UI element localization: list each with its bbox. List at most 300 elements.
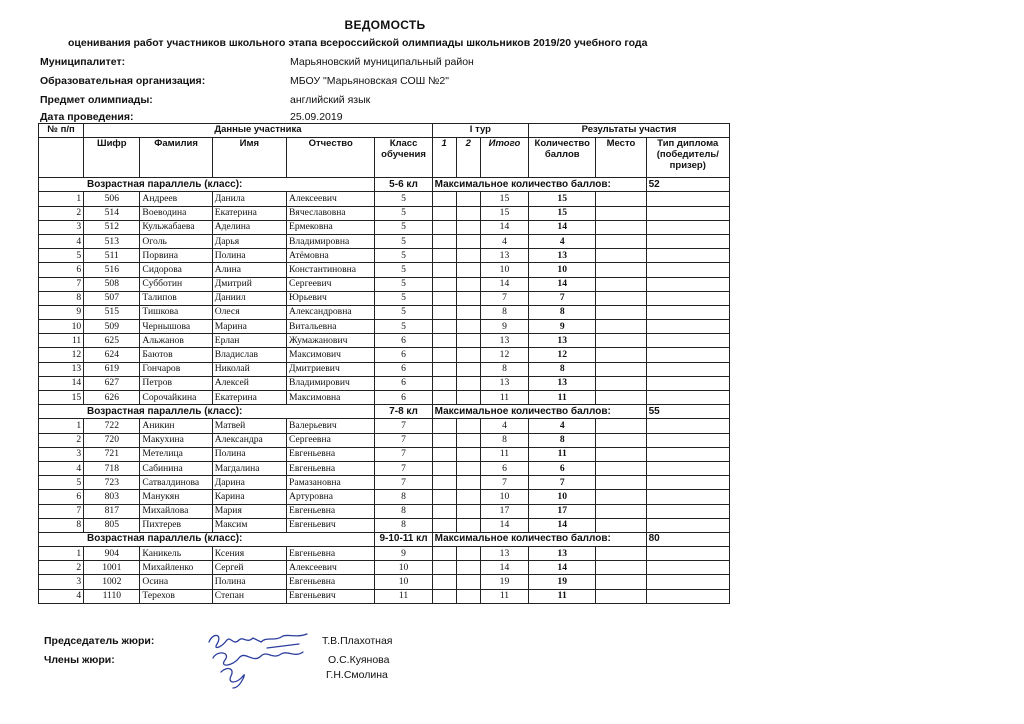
row-diploma [646, 263, 729, 277]
row-code: 508 [84, 277, 140, 291]
row-task-1 [432, 589, 456, 603]
age-group-max: 55 [646, 405, 729, 419]
row-num: 9 [39, 305, 84, 319]
row-score: 14 [529, 561, 596, 575]
row-surname: Каникель [140, 547, 212, 561]
row-place [596, 362, 646, 376]
row-task-2 [456, 277, 480, 291]
row-grade: 10 [375, 575, 432, 589]
header-results: Результаты участия [529, 124, 730, 138]
row-place [596, 561, 646, 575]
row-code: 817 [84, 504, 140, 518]
row-total: 13 [480, 376, 528, 390]
row-surname: Метелица [140, 447, 212, 461]
footer-members-label: Члены жюри: [44, 654, 115, 666]
info-value-municipality: Марьяновский муниципальный район [290, 56, 474, 68]
row-surname: Михайленко [140, 561, 212, 575]
table-row [39, 220, 730, 234]
row-total: 7 [480, 291, 528, 305]
row-grade: 5 [375, 192, 432, 206]
page-title: ВЕДОМОСТЬ [344, 18, 426, 32]
row-score: 14 [529, 220, 596, 234]
row-diploma [646, 206, 729, 220]
table-row [39, 234, 730, 248]
row-name: Екатерина [212, 206, 286, 220]
row-task-2 [456, 362, 480, 376]
row-code: 803 [84, 490, 140, 504]
row-surname: Сорочайкина [140, 391, 212, 405]
row-diploma [646, 348, 729, 362]
table-row [39, 277, 730, 291]
row-total: 14 [480, 518, 528, 532]
row-task-1 [432, 461, 456, 475]
age-group-grade: 9-10-11 кл [375, 532, 432, 546]
row-code: 721 [84, 447, 140, 461]
row-patronymic: Евгеньевна [287, 461, 375, 475]
row-surname: Воеводина [140, 206, 212, 220]
table-row [39, 391, 730, 405]
header-grade: Класс обучения [375, 138, 432, 178]
row-score: 13 [529, 249, 596, 263]
row-diploma [646, 547, 729, 561]
row-total: 11 [480, 391, 528, 405]
row-surname: Макухина [140, 433, 212, 447]
row-place [596, 504, 646, 518]
signature-icon [203, 628, 315, 692]
row-task-2 [456, 518, 480, 532]
row-num: 7 [39, 504, 84, 518]
row-place [596, 334, 646, 348]
row-grade: 6 [375, 348, 432, 362]
table-row [39, 447, 730, 461]
row-task-1 [432, 334, 456, 348]
row-task-1 [432, 348, 456, 362]
row-num: 1 [39, 419, 84, 433]
row-grade: 9 [375, 547, 432, 561]
row-task-2 [456, 376, 480, 390]
header-surname: Фамилия [140, 138, 212, 178]
row-patronymic: Витальевна [287, 320, 375, 334]
table-row [39, 192, 730, 206]
row-score: 11 [529, 447, 596, 461]
row-diploma [646, 447, 729, 461]
row-task-1 [432, 490, 456, 504]
row-total: 8 [480, 305, 528, 319]
row-code: 626 [84, 391, 140, 405]
row-task-2 [456, 561, 480, 575]
row-task-2 [456, 220, 480, 234]
row-task-2 [456, 433, 480, 447]
row-total: 7 [480, 476, 528, 490]
row-place [596, 277, 646, 291]
table-row [39, 575, 730, 589]
row-diploma [646, 376, 729, 390]
row-patronymic: Константиновна [287, 263, 375, 277]
row-name: Александра [212, 433, 286, 447]
row-diploma [646, 461, 729, 475]
row-grade: 5 [375, 249, 432, 263]
header-name: Имя [212, 138, 286, 178]
row-num: 5 [39, 476, 84, 490]
row-score: 15 [529, 206, 596, 220]
row-score: 11 [529, 589, 596, 603]
row-task-1 [432, 263, 456, 277]
row-code: 509 [84, 320, 140, 334]
row-name: Полина [212, 575, 286, 589]
age-group-label: Возрастная параллель (класс): [39, 532, 375, 546]
table-row [39, 433, 730, 447]
table-row [39, 461, 730, 475]
header-patronymic: Отчество [287, 138, 375, 178]
row-name: Магдалина [212, 461, 286, 475]
table-row [39, 249, 730, 263]
row-task-2 [456, 334, 480, 348]
row-name: Мария [212, 504, 286, 518]
row-surname: Андреев [140, 192, 212, 206]
row-place [596, 589, 646, 603]
row-code: 722 [84, 419, 140, 433]
row-task-2 [456, 504, 480, 518]
row-num: 1 [39, 192, 84, 206]
table-row [39, 419, 730, 433]
row-code: 723 [84, 476, 140, 490]
row-task-2 [456, 263, 480, 277]
row-name: Максим [212, 518, 286, 532]
row-place [596, 263, 646, 277]
row-task-1 [432, 277, 456, 291]
row-task-2 [456, 589, 480, 603]
row-task-1 [432, 320, 456, 334]
row-task-1 [432, 476, 456, 490]
row-score: 13 [529, 376, 596, 390]
row-code: 904 [84, 547, 140, 561]
header-task-1: 1 [432, 138, 456, 178]
header-tour: I тур [432, 124, 528, 138]
row-task-1 [432, 220, 456, 234]
row-grade: 6 [375, 362, 432, 376]
row-patronymic: Вячеславовна [287, 206, 375, 220]
row-task-2 [456, 391, 480, 405]
info-label-municipality: Муниципалитет: [40, 56, 126, 68]
row-place [596, 220, 646, 234]
table-row [39, 476, 730, 490]
row-total: 10 [480, 263, 528, 277]
row-place [596, 575, 646, 589]
row-diploma [646, 362, 729, 376]
row-patronymic: Максимовна [287, 391, 375, 405]
row-patronymic: Рамазановна [287, 476, 375, 490]
row-task-2 [456, 447, 480, 461]
row-place [596, 376, 646, 390]
row-diploma [646, 575, 729, 589]
row-score: 13 [529, 334, 596, 348]
footer-member-1: О.С.Куянова [328, 654, 390, 666]
row-grade: 6 [375, 334, 432, 348]
row-name: Данила [212, 192, 286, 206]
row-task-1 [432, 547, 456, 561]
row-score: 8 [529, 362, 596, 376]
header-place: Место [596, 138, 646, 178]
header-total: Итого [480, 138, 528, 178]
row-total: 8 [480, 362, 528, 376]
row-task-1 [432, 561, 456, 575]
row-num: 2 [39, 433, 84, 447]
row-total: 4 [480, 234, 528, 248]
row-num: 4 [39, 234, 84, 248]
age-group-max-label: Максимальное количество баллов: [432, 178, 646, 192]
row-score: 6 [529, 461, 596, 475]
row-task-2 [456, 419, 480, 433]
row-patronymic: Ермековна [287, 220, 375, 234]
row-place [596, 234, 646, 248]
row-grade: 6 [375, 376, 432, 390]
row-score: 7 [529, 476, 596, 490]
row-task-1 [432, 376, 456, 390]
row-code: 805 [84, 518, 140, 532]
row-num: 4 [39, 461, 84, 475]
row-task-2 [456, 234, 480, 248]
row-patronymic: Атёмовна [287, 249, 375, 263]
row-surname: Кульжабаева [140, 220, 212, 234]
row-patronymic: Александровна [287, 305, 375, 319]
row-name: Дмитрий [212, 277, 286, 291]
row-total: 14 [480, 277, 528, 291]
row-place [596, 192, 646, 206]
row-score: 7 [529, 291, 596, 305]
row-code: 627 [84, 376, 140, 390]
row-grade: 7 [375, 461, 432, 475]
row-patronymic: Жумажанович [287, 334, 375, 348]
row-score: 8 [529, 305, 596, 319]
row-task-1 [432, 419, 456, 433]
row-place [596, 461, 646, 475]
row-patronymic: Владимировна [287, 234, 375, 248]
row-num: 12 [39, 348, 84, 362]
row-diploma [646, 476, 729, 490]
row-num: 8 [39, 518, 84, 532]
row-diploma [646, 504, 729, 518]
row-diploma [646, 433, 729, 447]
row-total: 15 [480, 206, 528, 220]
row-diploma [646, 561, 729, 575]
table-row [39, 376, 730, 390]
row-surname: Тишкова [140, 305, 212, 319]
table-row [39, 291, 730, 305]
row-code: 720 [84, 433, 140, 447]
row-surname: Альжанов [140, 334, 212, 348]
footer-member-2: Г.Н.Смолина [326, 669, 388, 681]
row-total: 4 [480, 419, 528, 433]
row-name: Матвей [212, 419, 286, 433]
info-label-organization: Образовательная организация: [40, 75, 206, 87]
footer-chair-name: Т.В.Плахотная [322, 635, 393, 647]
row-name: Николай [212, 362, 286, 376]
row-total: 9 [480, 320, 528, 334]
row-surname: Терехов [140, 589, 212, 603]
row-code: 625 [84, 334, 140, 348]
row-num: 8 [39, 291, 84, 305]
info-label-subject: Предмет олимпиады: [40, 94, 153, 106]
row-total: 12 [480, 348, 528, 362]
row-place [596, 206, 646, 220]
row-diploma [646, 391, 729, 405]
row-score: 13 [529, 547, 596, 561]
row-patronymic: Валерьевич [287, 419, 375, 433]
row-name: Ерлан [212, 334, 286, 348]
row-code: 718 [84, 461, 140, 475]
row-num: 2 [39, 206, 84, 220]
row-task-1 [432, 518, 456, 532]
row-name: Олеся [212, 305, 286, 319]
row-place [596, 320, 646, 334]
row-grade: 8 [375, 518, 432, 532]
row-diploma [646, 490, 729, 504]
row-score: 4 [529, 234, 596, 248]
row-num: 5 [39, 249, 84, 263]
row-total: 14 [480, 561, 528, 575]
row-name: Аделина [212, 220, 286, 234]
row-surname: Субботин [140, 277, 212, 291]
row-num: 10 [39, 320, 84, 334]
row-name: Дарья [212, 234, 286, 248]
row-total: 11 [480, 447, 528, 461]
row-score: 14 [529, 518, 596, 532]
age-group-grade: 7-8 кл [375, 405, 432, 419]
row-task-1 [432, 362, 456, 376]
row-num: 4 [39, 589, 84, 603]
row-surname: Гончаров [140, 362, 212, 376]
row-surname: Сатвалдинова [140, 476, 212, 490]
row-num: 6 [39, 263, 84, 277]
age-group-grade: 5-6 кл [375, 178, 432, 192]
table-row [39, 490, 730, 504]
age-group-max: 52 [646, 178, 729, 192]
row-task-1 [432, 206, 456, 220]
row-name: Ксения [212, 547, 286, 561]
row-surname: Пихтерев [140, 518, 212, 532]
row-code: 515 [84, 305, 140, 319]
row-name: Владислав [212, 348, 286, 362]
header-task-2: 2 [456, 138, 480, 178]
row-task-2 [456, 249, 480, 263]
row-diploma [646, 249, 729, 263]
row-num: 1 [39, 547, 84, 561]
row-task-1 [432, 234, 456, 248]
row-num: 3 [39, 447, 84, 461]
row-score: 8 [529, 433, 596, 447]
row-total: 19 [480, 575, 528, 589]
row-task-2 [456, 320, 480, 334]
row-place [596, 419, 646, 433]
row-total: 17 [480, 504, 528, 518]
row-code: 513 [84, 234, 140, 248]
header-diploma: Тип диплома (победитель/ призер) [646, 138, 729, 178]
row-surname: Баютов [140, 348, 212, 362]
row-patronymic: Артуровна [287, 490, 375, 504]
row-grade: 10 [375, 561, 432, 575]
row-diploma [646, 277, 729, 291]
row-diploma [646, 320, 729, 334]
row-code: 1110 [84, 589, 140, 603]
row-patronymic: Дмитриевич [287, 362, 375, 376]
row-name: Алексей [212, 376, 286, 390]
info-value-subject: английский язык [290, 94, 371, 106]
row-diploma [646, 589, 729, 603]
row-place [596, 249, 646, 263]
row-score: 12 [529, 348, 596, 362]
row-diploma [646, 334, 729, 348]
row-task-2 [456, 461, 480, 475]
row-grade: 5 [375, 234, 432, 248]
row-task-1 [432, 504, 456, 518]
row-diploma [646, 291, 729, 305]
row-task-1 [432, 575, 456, 589]
row-task-2 [456, 192, 480, 206]
row-patronymic: Алексеевич [287, 192, 375, 206]
row-task-2 [456, 348, 480, 362]
row-score: 10 [529, 263, 596, 277]
table-row [39, 320, 730, 334]
row-name: Степан [212, 589, 286, 603]
row-task-2 [456, 575, 480, 589]
row-grade: 7 [375, 447, 432, 461]
row-place [596, 447, 646, 461]
row-grade: 5 [375, 291, 432, 305]
results-table [38, 123, 730, 604]
row-code: 506 [84, 192, 140, 206]
row-score: 14 [529, 277, 596, 291]
row-place [596, 433, 646, 447]
row-task-2 [456, 291, 480, 305]
row-code: 1002 [84, 575, 140, 589]
row-name: Полина [212, 249, 286, 263]
row-score: 15 [529, 192, 596, 206]
info-value-date: 25.09.2019 [290, 111, 343, 123]
age-group-max-label: Максимальное количество баллов: [432, 405, 646, 419]
row-grade: 5 [375, 320, 432, 334]
row-surname: Оголь [140, 234, 212, 248]
row-total: 6 [480, 461, 528, 475]
row-diploma [646, 234, 729, 248]
row-grade: 8 [375, 504, 432, 518]
row-task-1 [432, 305, 456, 319]
table-row [39, 362, 730, 376]
table-row [39, 334, 730, 348]
row-place [596, 348, 646, 362]
table-row [39, 206, 730, 220]
row-surname: Петров [140, 376, 212, 390]
row-grade: 5 [375, 220, 432, 234]
row-patronymic: Юрьевич [287, 291, 375, 305]
row-score: 10 [529, 490, 596, 504]
row-place [596, 490, 646, 504]
row-code: 514 [84, 206, 140, 220]
row-name: Дарина [212, 476, 286, 490]
row-total: 13 [480, 547, 528, 561]
row-diploma [646, 518, 729, 532]
row-name: Карина [212, 490, 286, 504]
row-place [596, 547, 646, 561]
row-task-1 [432, 192, 456, 206]
row-task-1 [432, 249, 456, 263]
row-score: 17 [529, 504, 596, 518]
row-code: 512 [84, 220, 140, 234]
row-grade: 7 [375, 476, 432, 490]
row-patronymic: Сергеевна [287, 433, 375, 447]
row-place [596, 291, 646, 305]
table-row [39, 547, 730, 561]
row-task-2 [456, 476, 480, 490]
